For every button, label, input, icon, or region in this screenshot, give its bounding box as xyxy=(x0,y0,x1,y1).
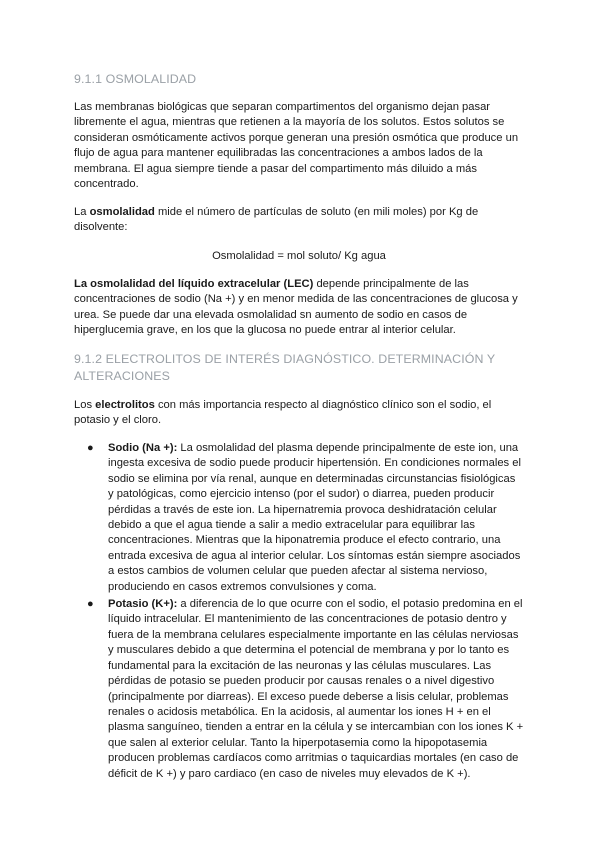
bullet-label: Sodio (Na +): xyxy=(108,442,178,454)
text-fragment: Los xyxy=(74,399,96,411)
paragraph-electrolitos-intro xyxy=(74,398,524,429)
bullet-icon: ● xyxy=(87,442,94,454)
paragraph-osmolalidad-definition xyxy=(74,205,524,236)
bullet-text: a diferencia de lo que ocurre con el sodio, el potasio predomina en el líquido intracelular. El mantenimiento de las concentraciones de potasio dentro y fuera de la membrana celulares especialmente importante en las células nerviosas y musculares debido a que determina el potencial de membrana y por lo tanto es fundamental para la excitación de las neuronas y las células musculares. Las pérdidas de potasio se pueden producir por causas renales o a nivel digestivo (principalmente por diarreas). El exceso puede deberse a lisis celular, problemas renales o acidosis metabólica. En la acidosis, al aumentar los iones H + en el plasma sanguíneo, tienden a entrar en la célula y se intercambian con los iones K + que salen al exterior celular. Tanto la hiperpotasemia como la hipopotasemia producen problemas cardíacos como arritmias o taquicardias mortales (en caso de déficit de K +) y paro cardiaco (en caso de niveles muy elevados de K +). xyxy=(108,598,524,780)
bold-term: osmolalidad xyxy=(89,206,155,218)
text-fragment: con más importancia respecto al diagnóstico clínico son el sodio, el potasio y el cloro. xyxy=(74,399,492,427)
paragraph-lec xyxy=(74,277,524,339)
text-fragment: depende principalmente de las concentraciones de sodio (Na +) y en menor medida de las concentraciones de glucosa y urea. Se puede dar una elevada osmolalidad sn aumento de sodio en casos de hiperglucemia grave, en los que la glucosa no puede entrar al interior celular. xyxy=(74,278,518,337)
section-heading-osmolalidad: 9.1.1 OSMOLALIDAD xyxy=(74,72,197,86)
bullet-text: La osmolalidad del plasma depende principalmente de este ion, una ingesta excesiva de sodio puede producir hipertensión. En condiciones normales el sodio se elimina por vía renal, aunque en determinadas circunstancias fisiológicas y patológicas, como ejercicio intenso (por el sudor) o diarrea, pueden producir pérdidas a través de este ion. La hipernatremia provoca deshidratación celular debido a que el agua tiende a salir a medio extracelular para equilibrar las concentraciones. Mientras que la hiponatremia produce el efecto contrario, una entrada excesiva de agua al interior celular. Los síntomas están siempre asociados a estos cambios de volumen celular que pueden afectar al sistema nervioso, produciendo en casos extremos convulsiones y coma. xyxy=(108,442,521,593)
bold-term: La osmolalidad del líquido extracelular (LEC) xyxy=(74,278,314,290)
list-item-potasio xyxy=(87,597,524,782)
section-heading-electrolitos: 9.1.2 ELECTROLITOS DE INTERÉS DIAGNÓSTICO. DETERMINACIÓN Y ALTERACIONES xyxy=(74,352,495,383)
list-item-sodio xyxy=(87,441,524,595)
electrolyte-list xyxy=(87,441,524,784)
text-fragment: La xyxy=(74,206,90,218)
bullet-label: Potasio (K+): xyxy=(108,598,178,611)
formula-osmolalidad: Osmolalidad = mol soluto/ Kg agua xyxy=(212,250,386,262)
text-fragment: mide el número de partículas de soluto (en mili moles) por Kg de disolvente: xyxy=(74,206,479,234)
bold-term: electrolitos xyxy=(95,399,155,411)
paragraph-membranas: Las membranas biológicas que separan compartimentos del organismo dejan pasar libremente el agua, mientras que retienen a la mayoría de los solutos. Estos solutos se consideran osmóticamente activos porque generan una presión osmótica que produce un flujo de agua para mantener equilibradas las concentraciones a ambos lados de la membrana. El agua siempre tiende a pasar del compartimento más diluido a más concentrado. xyxy=(74,101,519,191)
bullet-icon: ● xyxy=(87,598,94,611)
